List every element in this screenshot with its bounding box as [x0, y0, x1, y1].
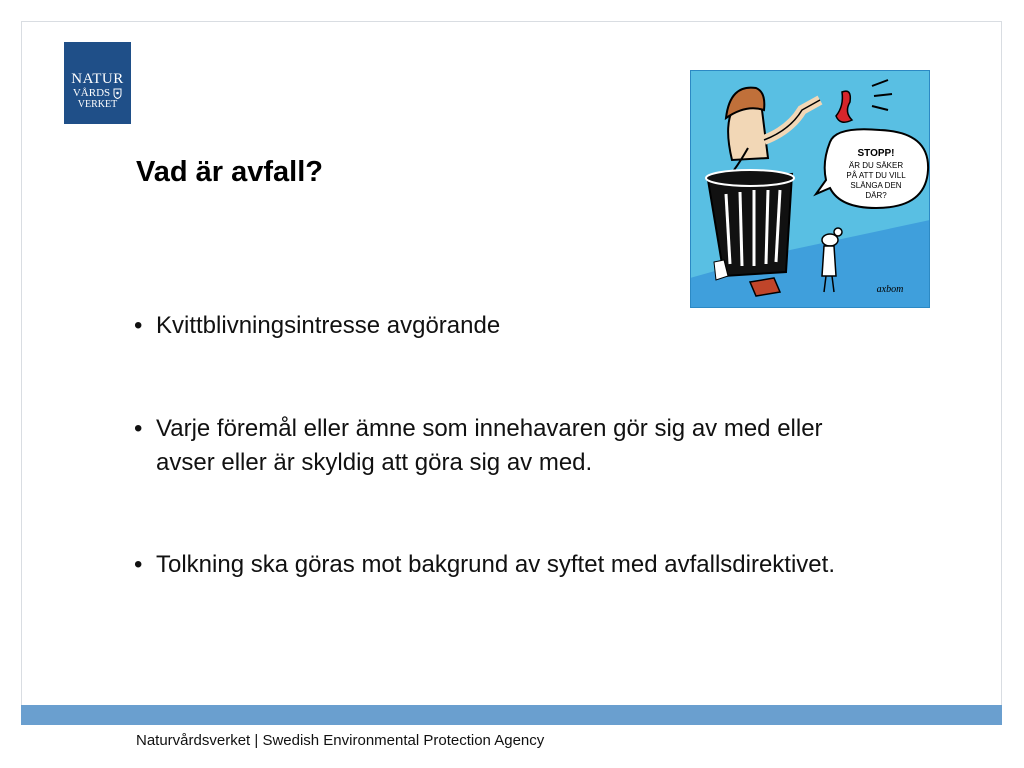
naturvardsverket-logo	[64, 42, 131, 124]
speech-line-1: STOPP!	[857, 148, 895, 159]
crown-crest-icon	[113, 88, 122, 99]
logo-line-3: VERKET	[77, 99, 118, 110]
bullet-dot: •	[134, 415, 143, 442]
bullet-text: Varje föremål eller ämne som innehavaren gör sig av med eller avser eller är skyldig att göra sig av med.	[156, 415, 823, 476]
slide-title: Vad är avfall?	[136, 156, 323, 188]
cartoon-illustration	[690, 70, 930, 308]
footer-bar	[21, 705, 1002, 725]
speech-line-5: DÄR?	[865, 191, 887, 200]
bullet-item	[130, 309, 850, 343]
logo-line-1: NATUR	[71, 71, 124, 87]
speech-line-4: SLÄNGA DEN	[850, 181, 902, 190]
bullet-dot: •	[134, 551, 143, 578]
speech-line-3: PÅ ATT DU VILL	[846, 171, 906, 180]
bullet-text: Kvittblivningsintresse avgörande	[156, 312, 501, 339]
cartoon-signature: axbom	[876, 284, 904, 295]
bullet-item	[130, 412, 850, 480]
speech-line-2: ÄR DU SÄKER	[848, 161, 904, 170]
bullet-item	[130, 548, 850, 582]
footer-text: Naturvårdsverket | Swedish Environmental Protection Agency	[136, 732, 545, 749]
logo-line-2: VÅRDS	[72, 87, 111, 99]
logo-row	[64, 87, 131, 99]
bullet-dot: •	[134, 312, 143, 339]
bullet-text: Tolkning ska göras mot bakgrund av syftet med avfallsdirektivet.	[156, 551, 835, 578]
